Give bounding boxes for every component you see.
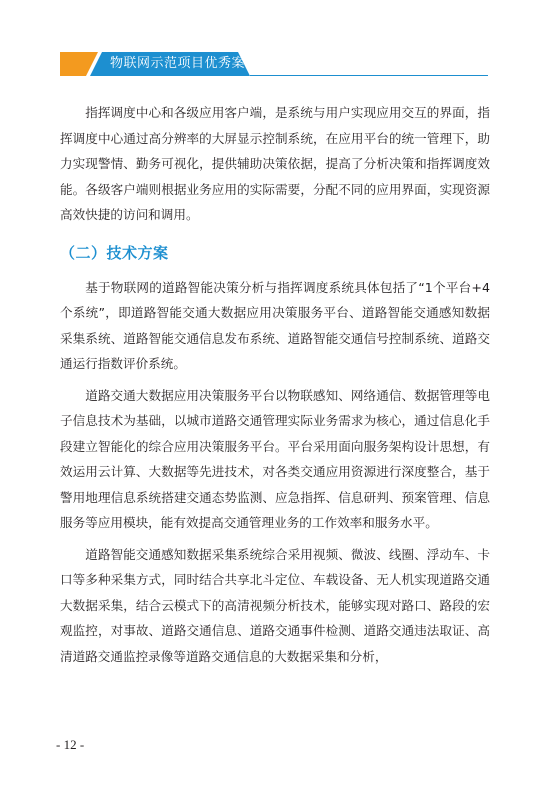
page-number: - 12 - [56, 737, 85, 752]
header-title: 物联网示范项目优秀案例集 [110, 56, 273, 71]
body-paragraph: 道路智能交通感知数据采集系统综合采用视频、微波、线圈、浮动车、卡口等多种采集方式，同时结合共享北斗定位、车载设备、无人机实现道路交通大数据采集，结合云模式下的高清视频分析技术，能够实现对路口、路段的宏观监控，对事故、道路交通信息、道路交通事件检测、道路交通违法取证、高清道路交通监控录像等道路交通信息的大数据采集和分析， [60, 546, 490, 664]
main-content [60, 100, 490, 669]
body-paragraph: 基于物联网的道路智能决策分析与指挥调度系统具体包括了“1个平台+4个系统”，即道路智能交通大数据应用决策服务平台、道路智能交通感知数据采集系统、道路智能交通信息发布系统、道路智能交通信号控制系统、道路交通运行指数评价系统。 [60, 279, 490, 371]
header-banner-shape [0, 52, 548, 76]
header-banner [0, 52, 548, 76]
header-rule-line [250, 75, 488, 76]
body-paragraph: 道路交通大数据应用决策服务平台以物联感知、网络通信、数据管理等电子信息技术为基础，以城市道路交通管理实际业务需求为核心，通过信息化手段建立智能化的综合应用决策服务平台。平台采用面向服务架构设计思想，有效运用云计算、大数据等先进技术，对各类交通应用资源进行深度整合，基于警用地理信息系统搭建交通态势监测、应急指挥、信息研判、预案管理、信息服务等应用模块，能有效提高交通管理业务的工作效率和服务水平。 [60, 387, 490, 530]
intro-paragraph: 指挥调度中心和各级应用客户端，是系统与用户实现应用交互的界面，指挥调度中心通过高分辨率的大屏显示控制系统，在应用平台的统一管理下，助力实现警情、勤务可视化，提供辅助决策依据，提高了分析决策和指挥调度效能。各级客户端则根据业务应用的实际需要，分配不同的应用界面，实现资源高效快捷的访问和调用。 [60, 105, 490, 222]
section-heading: （二）技术方案 [60, 243, 169, 262]
